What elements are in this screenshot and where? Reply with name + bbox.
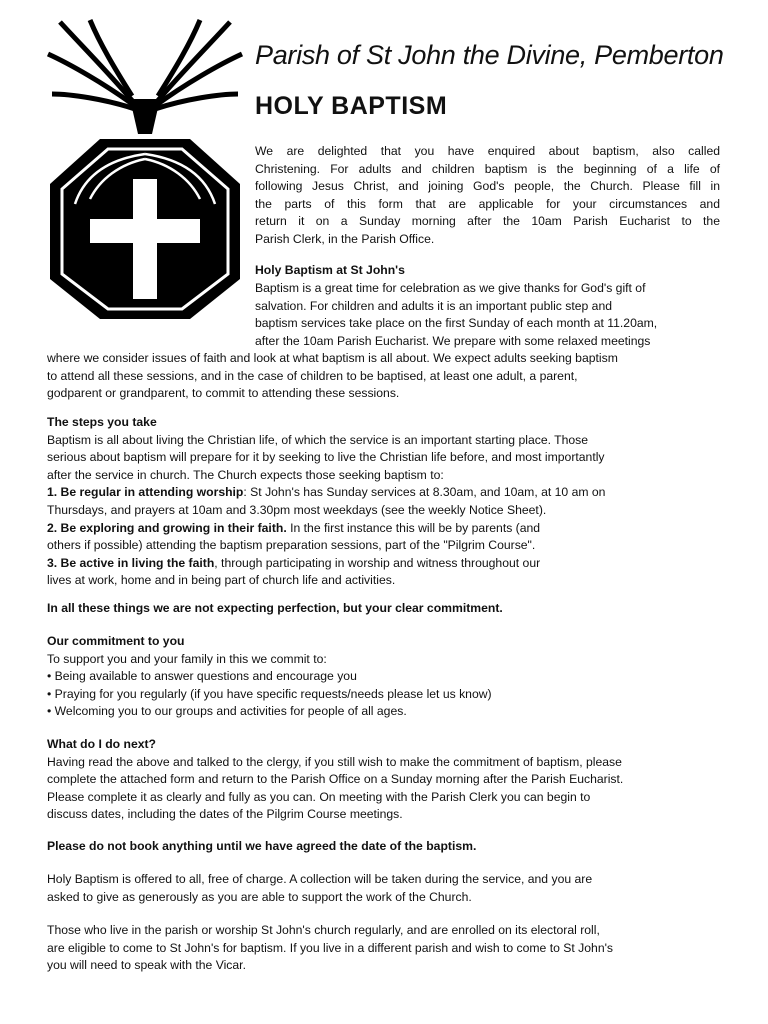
text-line: lives at work, home and in being part of church life and activities. <box>47 573 396 588</box>
step-text: , through participating in worship and witness throughout our <box>214 555 541 570</box>
free-of-charge-paragraph <box>47 871 592 906</box>
text-line: Baptism is a great time for celebration as we give thanks for God's gift of <box>255 281 646 295</box>
step-title: 1. Be regular in attending worship <box>47 485 244 500</box>
text-line: Having read the above and talked to the clergy, if you still wish to make the commitment of baptism, please <box>47 754 622 769</box>
text-line: others if possible) attending the baptism preparation sessions, part of the "Pilgrim Course". <box>47 538 536 553</box>
section-heading-steps: The steps you take <box>47 415 157 429</box>
text-line: you will need to speak with the Vicar. <box>47 958 246 973</box>
text-line: following Jesus Christ, and joining God's people, the Church. Please fill in <box>255 179 720 194</box>
step-text: : St John's has Sunday services at 8.30am, and 10am, at 10 am on <box>243 485 606 500</box>
dove-and-cross-logo <box>40 14 250 326</box>
step-text: In the first instance this will be by parents (and <box>286 520 541 535</box>
intro-paragraph <box>255 143 720 249</box>
text-line: Please complete it as clearly and fully as you can. On meeting with the Parish Clerk you can begin to <box>47 789 591 804</box>
step-title: 3. Be active in living the faith <box>47 555 215 570</box>
text-line: To support you and your family in this we commit to: <box>47 651 327 666</box>
text-line: return it on a Sunday morning after the 10am Parish Eucharist to the <box>255 214 720 229</box>
step-2 <box>47 520 605 538</box>
perfection-statement: In all these things we are not expecting perfection, but your clear commitment. <box>47 601 503 615</box>
text-line: to attend all these sessions, and in the case of children to be baptised, at least one adult, a parent, <box>47 368 578 383</box>
text-line: are eligible to come to St John's for baptism. If you live in a different parish and wish to come to St John's <box>47 940 614 955</box>
text-line: Thursdays, and prayers at 10am and 3.30pm most weekdays (see the weekly Notice Sheet). <box>47 502 547 517</box>
text-line: We are delighted that you have enquired about baptism, also called <box>255 144 720 158</box>
text-line: after the service in church. The Church expects those seeking baptism to: <box>47 467 444 482</box>
text-line: baptism services take place on the first Sunday of each month at 11.20am, <box>255 316 658 331</box>
step-1 <box>47 484 605 502</box>
text-line: godparent or grandparent, to commit to attending these sessions. <box>47 386 400 401</box>
text-line: the parts of this form that are applicable for your circumstances and <box>255 196 720 211</box>
at-st-johns-paragraph-full <box>47 350 618 403</box>
text-line: salvation. For children and adults it is an important public step and <box>255 298 613 313</box>
text-line: Parish Clerk, in the Parish Office. <box>255 231 435 246</box>
text-line: after the 10am Parish Eucharist. We prepare with some relaxed meetings <box>255 333 651 348</box>
do-not-book-notice: Please do not book anything until we have agreed the date of the baptism. <box>47 839 477 853</box>
text-line: asked to give as generously as you are able to support the work of the Church. <box>47 889 472 904</box>
page-heading: HOLY BAPTISM <box>255 92 448 120</box>
bullet-item: • Welcoming you to our groups and activities for people of all ages. <box>47 704 407 719</box>
bullet-item: • Being available to answer questions and encourage you <box>47 669 357 684</box>
next-section <box>47 736 623 824</box>
parish-title: Parish of St John the Divine, Pemberton <box>255 40 724 70</box>
text-line: discuss dates, including the dates of the Pilgrim Course meetings. <box>47 807 403 822</box>
bullet-item: • Praying for you regularly (if you have specific requests/needs please let us know) <box>47 686 492 701</box>
at-st-johns-paragraph-right <box>255 280 657 350</box>
text-line: Baptism is all about living the Christian life, of which the service is an important starting place. Those <box>47 432 589 447</box>
commitment-section <box>47 633 492 721</box>
text-line: complete the attached form and return to the Parish Office on a Sunday morning after the Parish Eucharist. <box>47 772 624 787</box>
eligibility-paragraph <box>47 922 613 975</box>
step-3 <box>47 555 605 573</box>
steps-section <box>47 414 605 590</box>
step-title: 2. Be exploring and growing in their faith. <box>47 520 287 535</box>
section-heading-commitment: Our commitment to you <box>47 634 185 648</box>
text-line: serious about baptism will prepare for it by seeking to live the Christian life before, and most importantly <box>47 450 605 465</box>
section-heading-next: What do I do next? <box>47 737 156 751</box>
text-line: Christening. For adults and children baptism is the beginning of a life of <box>255 161 720 176</box>
text-line: Holy Baptism is offered to all, free of charge. A collection will be taken during the service, and you are <box>47 872 593 886</box>
text-line: where we consider issues of faith and look at what baptism is all about. We expect adults seeking baptism <box>47 351 618 365</box>
text-line: Those who live in the parish or worship St John's church regularly, and are enrolled on its electoral roll, <box>47 923 600 937</box>
section-heading-at-st-johns: Holy Baptism at St John's <box>255 263 405 277</box>
